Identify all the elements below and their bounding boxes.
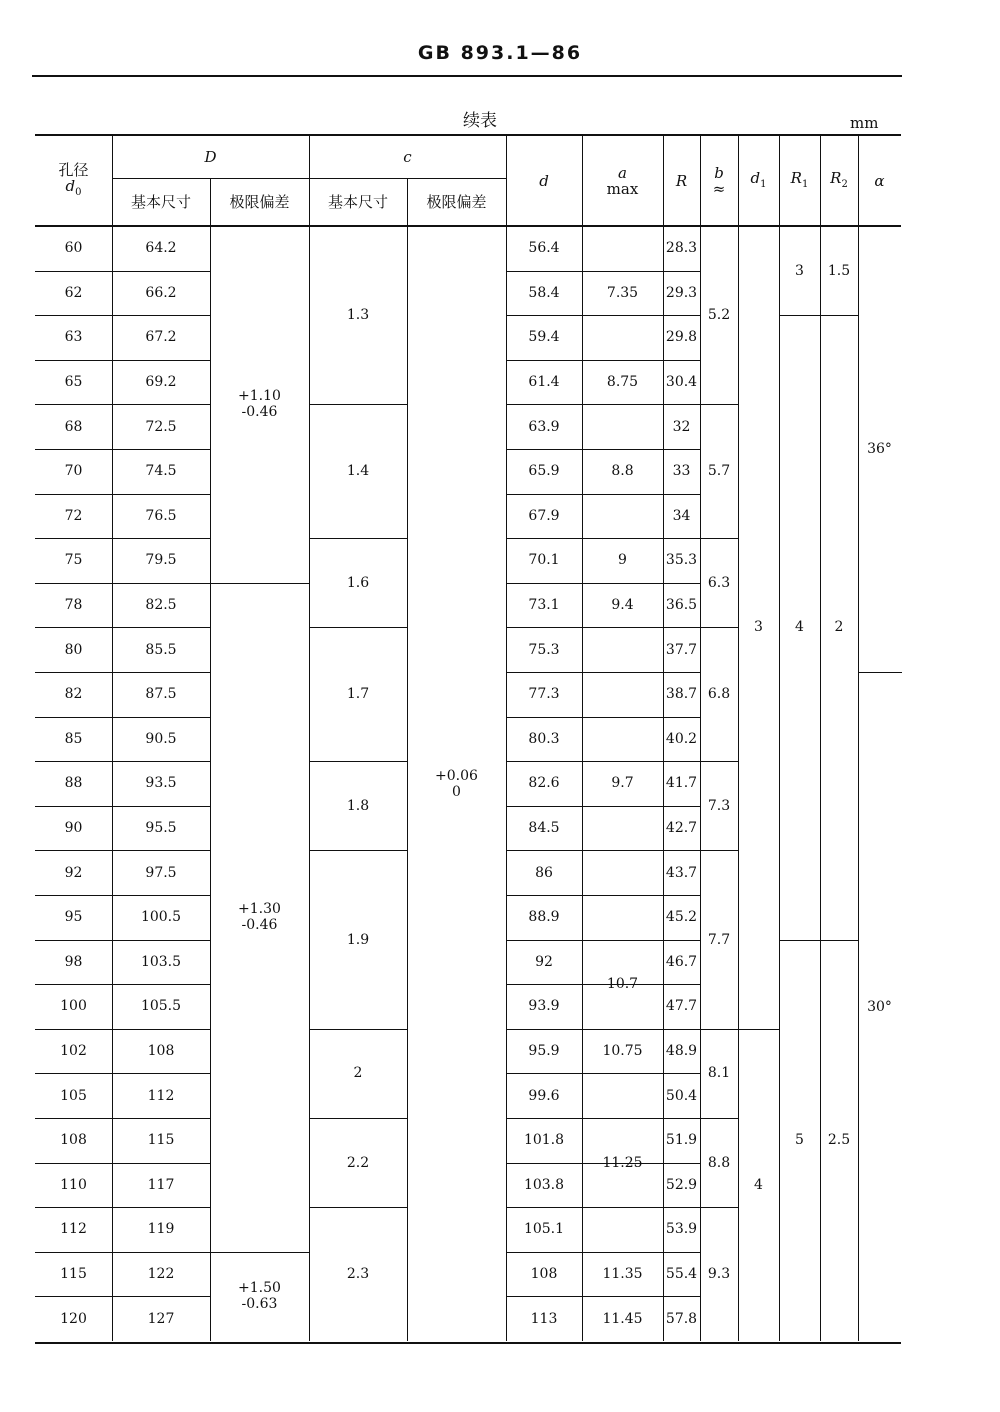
cell-D-basic: 90.5: [145, 730, 177, 747]
cell-R: 43.7: [665, 864, 698, 881]
cell-D-basic: 76.5: [145, 507, 177, 524]
cell-D-basic: 66.2: [145, 284, 177, 301]
header-D: D: [204, 148, 217, 166]
cell-R: 46.7: [665, 953, 698, 970]
group-rule-b: [700, 627, 739, 628]
row-rule-left: [35, 1029, 210, 1030]
cell-d0: 88: [64, 775, 83, 792]
group-rule-c-basic: [309, 538, 408, 539]
header-c-basic: 基本尺寸: [327, 193, 388, 211]
cell-R: 55.4: [665, 1266, 698, 1283]
cell-R: 29.8: [665, 329, 698, 346]
cell-d0: 92: [64, 864, 83, 881]
cell-D-basic: 82.5: [145, 597, 177, 614]
cell-a: 9.7: [611, 775, 634, 792]
cell-D-basic: 103.5: [140, 953, 182, 970]
group-rule-a: [582, 940, 664, 941]
cell-R: 53.9: [665, 1221, 698, 1238]
group-rule-c-basic: [309, 1207, 408, 1208]
cell-d0: 65: [64, 374, 83, 391]
header-R: R: [675, 172, 688, 190]
cell-D-basic: 74.5: [145, 463, 177, 480]
cell-d0: 78: [64, 597, 83, 614]
cell-d: 70.1: [528, 552, 560, 569]
cell-c-basic: 2: [353, 1065, 363, 1082]
cell-d0: 62: [64, 284, 83, 301]
row-rule-left: [35, 315, 210, 316]
cell-d: 82.6: [528, 775, 560, 792]
cell-d: 61.4: [528, 374, 560, 391]
header-R2: $R_2$: [830, 168, 848, 190]
cell-R: 41.7: [665, 775, 698, 792]
cell-d: 86: [535, 864, 553, 881]
cell-D-basic: 87.5: [145, 686, 177, 703]
header-R1: $R_1$: [790, 168, 809, 190]
cell-R: 50.4: [665, 1087, 698, 1104]
group-rule-d1: [738, 1029, 780, 1030]
cell-d: 105.1: [523, 1221, 565, 1238]
cell-c-basic: 1.6: [346, 574, 370, 591]
cell-d0: 95: [64, 909, 83, 926]
row-rule-left: [35, 449, 210, 450]
row-rule-left: [35, 806, 210, 807]
header-a-max: a max: [606, 164, 639, 198]
header-hole-diameter: 孔径 $d_0$: [58, 160, 89, 198]
cell-c-basic: 2.2: [346, 1154, 370, 1171]
group-rule-b: [700, 1207, 739, 1208]
cell-D-basic: 119: [147, 1221, 175, 1238]
table-caption: 续表: [463, 111, 497, 131]
group-rule-R1: [779, 940, 821, 941]
header-D-deviation: 极限偏差: [229, 193, 290, 211]
cell-b: 6.3: [707, 574, 731, 591]
cell-R: 32: [672, 418, 691, 435]
cell-D-basic: 69.2: [145, 374, 177, 391]
cell-R1: 4: [795, 619, 804, 636]
cell-D-basic: 105.5: [140, 998, 182, 1015]
group-rule-a: [582, 1296, 664, 1297]
header-d: d: [539, 172, 549, 190]
cell-c-basic: 1.4: [346, 463, 370, 480]
cell-d0: 72: [64, 507, 83, 524]
group-rule-b: [700, 1029, 739, 1030]
cell-c-basic: 2.3: [346, 1266, 370, 1283]
cell-d: 58.4: [528, 284, 560, 301]
cell-d0: 80: [64, 641, 83, 658]
cell-D-basic: 112: [147, 1087, 175, 1104]
cell-d1: 3: [754, 619, 763, 636]
cell-d: 80.3: [528, 730, 560, 747]
cell-R1: 3: [795, 262, 804, 279]
cell-c-basic: 1.8: [346, 797, 370, 814]
cell-D-basic: 85.5: [145, 641, 177, 658]
cell-D-basic: 79.5: [145, 552, 177, 569]
group-rule-c-basic: [309, 761, 408, 762]
cell-D-basic: 67.2: [145, 329, 177, 346]
group-rule-D-dev: [210, 1252, 310, 1253]
cell-b: 6.8: [707, 686, 731, 703]
cell-R2: 2: [834, 619, 844, 636]
cell-R2: 1.5: [827, 262, 851, 279]
cell-D-basic: 115: [147, 1132, 175, 1149]
row-rule-left: [35, 1207, 210, 1208]
cell-a: 8.75: [606, 374, 639, 391]
cell-R: 29.3: [665, 284, 698, 301]
cell-d0: 85: [64, 730, 83, 747]
group-rule-alpha: [858, 672, 902, 673]
group-rule-a: [582, 1073, 664, 1074]
standard-number: GB 893.1—86: [417, 42, 583, 64]
group-rule-c-basic: [309, 627, 408, 628]
row-rule-left: [35, 538, 210, 539]
cell-c-basic: 1.9: [346, 931, 370, 948]
cell-R: 45.2: [665, 909, 698, 926]
row-rule-left: [35, 717, 210, 718]
cell-d: 92: [535, 953, 553, 970]
cell-D-basic: 72.5: [145, 418, 177, 435]
cell-D-basic: 64.2: [145, 240, 177, 257]
cell-b: 7.3: [707, 797, 731, 814]
header-D-basic: 基本尺寸: [130, 193, 191, 211]
row-rule-left: [35, 1252, 210, 1253]
header-alpha: α: [874, 172, 885, 190]
header-c-deviation: 极限偏差: [426, 193, 487, 211]
cell-D-basic: 117: [147, 1176, 175, 1193]
row-rule-left: [35, 583, 210, 584]
cell-a: 10.75: [602, 1043, 643, 1060]
cell-d: 63.9: [528, 418, 560, 435]
cell-d0: 82: [64, 686, 83, 703]
cell-d1: 4: [754, 1176, 763, 1193]
cell-d: 113: [530, 1310, 558, 1327]
cell-R: 40.2: [665, 730, 698, 747]
row-rule-left: [35, 404, 210, 405]
cell-R: 35.3: [665, 552, 698, 569]
cell-d0: 60: [64, 240, 83, 257]
row-rule-left: [35, 984, 210, 985]
row-rule-left: [35, 1296, 210, 1297]
cell-D-basic: 97.5: [145, 864, 177, 881]
cell-b: 5.7: [707, 463, 731, 480]
row-rule-left: [35, 1163, 210, 1164]
cell-d0: 115: [60, 1266, 87, 1283]
cell-D-dev: +1.50 -0.63: [238, 1280, 281, 1313]
cell-R: 42.7: [665, 820, 698, 837]
row-rule-left: [35, 672, 210, 673]
row-rule-left: [35, 360, 210, 361]
cell-d: 59.4: [528, 329, 560, 346]
cell-b: 8.8: [707, 1154, 731, 1171]
cell-D-dev: +1.30 -0.46: [238, 901, 281, 934]
row-rule-left: [35, 627, 210, 628]
cell-D-basic: 100.5: [140, 909, 182, 926]
cell-D-basic: 108: [147, 1043, 175, 1060]
group-rule-c-basic: [309, 404, 408, 405]
cell-a: 9.4: [611, 597, 634, 614]
cell-d0: 112: [60, 1221, 87, 1238]
cell-R: 34: [672, 507, 691, 524]
cell-R: 51.9: [665, 1132, 698, 1149]
cell-d0: 100: [60, 998, 87, 1015]
group-rule-b: [700, 1118, 739, 1119]
cell-b: 7.7: [707, 931, 731, 948]
cell-R: 52.9: [665, 1176, 698, 1193]
cell-d: 103.8: [523, 1176, 565, 1193]
group-rule-a: [582, 538, 664, 539]
cell-d: 84.5: [528, 820, 560, 837]
cell-d: 95.9: [528, 1043, 560, 1060]
dimension-table: [35, 134, 901, 1344]
row-rule-left: [35, 895, 210, 896]
group-rule-R2: [820, 315, 859, 316]
group-rule-R1: [779, 315, 821, 316]
cell-d: 77.3: [528, 686, 560, 703]
cell-d0: 75: [64, 552, 83, 569]
cell-R: 57.8: [665, 1310, 698, 1327]
cell-D-basic: 127: [147, 1310, 175, 1327]
cell-c-basic: 1.7: [346, 686, 370, 703]
cell-a: 11.25: [602, 1154, 643, 1171]
group-rule-b: [700, 761, 739, 762]
cell-d: 75.3: [528, 641, 560, 658]
cell-d: 101.8: [523, 1132, 565, 1149]
cell-d: 73.1: [528, 597, 560, 614]
cell-a: 11.35: [602, 1266, 643, 1283]
row-rule-left: [35, 1118, 210, 1119]
row-rule-left: [35, 494, 210, 495]
cell-R: 48.9: [665, 1043, 698, 1060]
group-rule-a: [582, 404, 664, 405]
cell-d0: 108: [60, 1132, 87, 1149]
cell-R2: 2.5: [827, 1132, 851, 1149]
cell-R: 33: [672, 463, 691, 480]
cell-D-dev: +1.10 -0.46: [238, 388, 281, 421]
row-rule-left: [35, 271, 210, 272]
cell-R: 38.7: [665, 686, 698, 703]
cell-R: 37.7: [665, 641, 698, 658]
row-rule-left: [35, 1073, 210, 1074]
cell-b: 5.2: [707, 307, 731, 324]
cell-d: 65.9: [528, 463, 560, 480]
header-rule: [32, 75, 902, 77]
cell-alpha: 30°: [867, 998, 892, 1015]
cell-d: 67.9: [528, 507, 560, 524]
group-rule-a: [582, 583, 664, 584]
row-rule-left: [35, 940, 210, 941]
group-rule-R2: [820, 940, 859, 941]
cell-d0: 105: [60, 1087, 87, 1104]
cell-alpha: 36°: [867, 441, 892, 457]
group-rule-a: [582, 627, 664, 628]
group-rule-a: [582, 1029, 664, 1030]
cell-D-basic: 93.5: [145, 775, 177, 792]
cell-d0: 102: [60, 1043, 87, 1060]
group-rule-b: [700, 850, 739, 851]
cell-D-basic: 122: [147, 1266, 175, 1283]
group-rule-a: [582, 1252, 664, 1253]
group-rule-b: [700, 404, 739, 405]
row-rule-left: [35, 850, 210, 851]
cell-d: 99.6: [528, 1087, 560, 1104]
group-rule-a: [582, 360, 664, 361]
cell-d0: 68: [64, 418, 83, 435]
cell-a: 10.7: [606, 976, 639, 993]
cell-d0: 110: [60, 1176, 87, 1193]
header-c: c: [403, 148, 412, 166]
cell-a: 9: [618, 552, 627, 569]
row-rule-left: [35, 761, 210, 762]
cell-R: 28.3: [665, 240, 698, 257]
cell-d: 93.9: [528, 998, 560, 1015]
cell-d0: 90: [64, 820, 83, 837]
group-rule-c-basic: [309, 1118, 408, 1119]
group-rule-c-basic: [309, 1029, 408, 1030]
cell-d0: 98: [64, 953, 83, 970]
unit-label: mm: [850, 114, 879, 132]
cell-a: 7.35: [606, 284, 639, 301]
cell-d0: 63: [64, 329, 83, 346]
cell-d0: 120: [60, 1310, 87, 1327]
cell-R: 30.4: [665, 374, 698, 391]
cell-a: 11.45: [602, 1310, 643, 1327]
cell-d0: 70: [64, 463, 83, 480]
header-b: b ≈: [712, 164, 726, 198]
cell-c-dev: +0.06 0: [435, 767, 478, 800]
cell-c-basic: 1.3: [346, 307, 370, 324]
header-d1: $d_1$: [750, 168, 767, 190]
cell-a: 8.8: [611, 463, 634, 480]
cell-b: 8.1: [707, 1065, 731, 1082]
cell-d: 108: [530, 1266, 558, 1283]
group-rule-D-dev: [210, 583, 310, 584]
cell-b: 9.3: [707, 1266, 731, 1283]
cell-R1: 5: [795, 1132, 804, 1149]
cell-d: 56.4: [528, 240, 560, 257]
cell-R: 47.7: [665, 998, 698, 1015]
group-rule-c-basic: [309, 850, 408, 851]
cell-D-basic: 95.5: [145, 820, 177, 837]
cell-d: 88.9: [528, 909, 560, 926]
group-rule-b: [700, 538, 739, 539]
cell-R: 36.5: [665, 597, 698, 614]
